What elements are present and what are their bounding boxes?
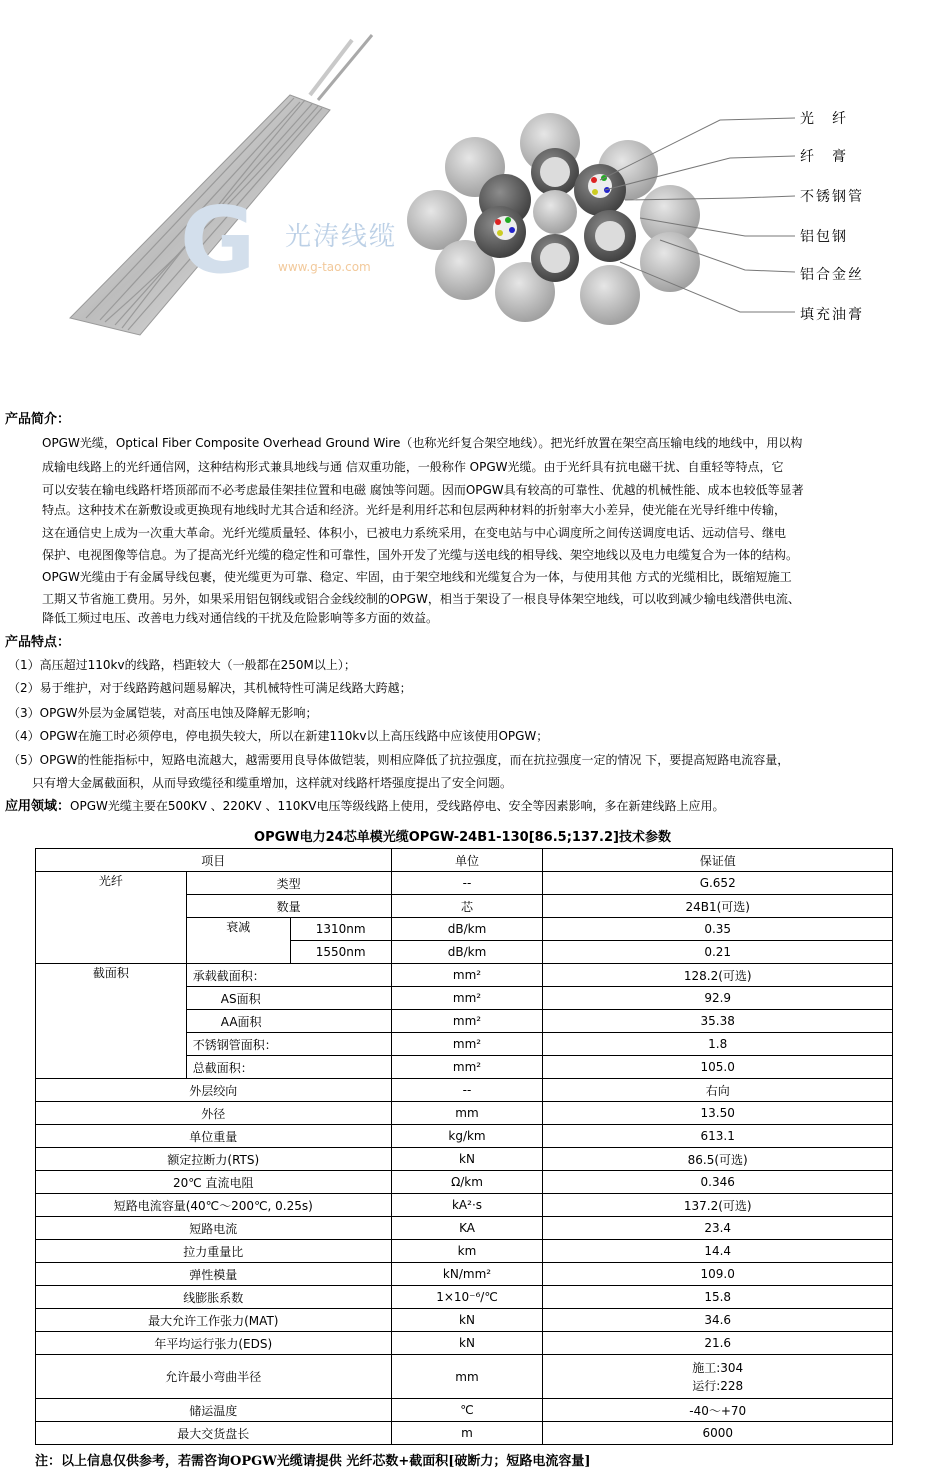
intro-line: OPGW光缆由于有金属导线包裹，使光缆更为可靠、稳定、牢固，由于架空地线和光缆复合为一体，与使用其他 方式的光缆相比，既缩短施工 <box>42 570 792 584</box>
feature-item: （3）OPGW外层为金属铠装，对高压电蚀及降解无影响； <box>8 706 318 720</box>
table-row: 外径 mm 13.50 <box>36 1102 893 1125</box>
intro-line: 可以安装在输电线路杆塔顶部而不必考虑最佳架挂位置和电磁 腐蚀等问题。因而OPGW具有较高的可靠性、优越的机械性能、成本也较低等显著 <box>42 483 804 497</box>
table-header-row <box>36 849 893 872</box>
features-title: 产品特点： <box>5 635 71 650</box>
feature-item: 只有增大金属截面积，从而导致缆径和缆重增加，这样就对线路杆塔强度提出了安全问题。 <box>8 776 513 790</box>
intro-line: 成输电线路上的光纤通信网，这种结构形式兼具地线与通 信双重功能，一般称作 OPGW光缆。由于光纤具有抗电磁干扰、自重轻等特点，它 <box>42 460 784 474</box>
label-filling-grease: 填充油膏 <box>800 307 864 323</box>
table-row: 弹性模量 kN/mm² 109.0 <box>36 1263 893 1286</box>
feature-item: （5）OPGW的性能指标中，短路电流越大，越需要用良导体做铠装，则相应降低了抗拉强度，而在抗拉强度一定的情况 下，要提高短路电流容量， <box>8 753 790 767</box>
table-row: 线膨胀系数 1×10⁻⁶/℃ 15.8 <box>36 1286 893 1309</box>
table-row: 1550nm dB/km 0.21 <box>36 941 893 964</box>
label-al-clad-steel: 铝包钢 <box>800 229 848 245</box>
feature-item: （2）易于维护，对于线路跨越问题易解决，其机械特性可满足线路大跨越； <box>8 681 412 695</box>
footer-note: 注：以上信息仅供参考，若需咨询OPGW光缆请提供 光纤芯数+截面积[破断力；短路电流容量] <box>35 1454 591 1469</box>
application-title: 应用领域： <box>5 799 71 814</box>
watermark-text: 光涛线缆 <box>285 222 398 252</box>
intro-line: 降低工频过电压、改善电力线对通信线的干扰及危险影响等多方面的效益。 <box>42 611 439 625</box>
table-row: 截面积 承载截面积： mm² 128.2(可选) <box>36 964 893 987</box>
table-row: 额定拉断力(RTS) kN 86.5(可选) <box>36 1148 893 1171</box>
table-row: 光纤 类型 -- G.652 <box>36 872 893 895</box>
table-row: AS面积 mm² 92.9 <box>36 987 893 1010</box>
watermark-url: www.g-tao.com <box>278 260 371 274</box>
bend-value-operate: 运行:228 <box>692 1378 744 1393</box>
table-row: 拉力重量比 km 14.4 <box>36 1240 893 1263</box>
table-row: 允许最小弯曲半径 mm 施工:304 运行:228 <box>36 1355 893 1399</box>
label-al-alloy-wire: 铝合金丝 <box>800 267 864 283</box>
spec-table <box>35 848 893 1445</box>
application-line <box>5 795 724 818</box>
table-row: 最大允许工作张力(MAT) kN 34.6 <box>36 1309 893 1332</box>
table-row: 短路电流 KA 23.4 <box>36 1217 893 1240</box>
product-hero-image <box>0 0 925 395</box>
table-row: 数量 芯 24B1(可选) <box>36 895 893 918</box>
label-fiber: 光 纤 <box>800 111 848 127</box>
intro-line: 特点。这种技术在新敷设或更换现有地线时尤其合适和经济。光纤是利用纤芯和包层两种材料的折射率大小差异，使光能在光导纤维中传输， <box>42 503 787 517</box>
spec-table-title: OPGW电力24芯单模光缆OPGW-24B1-130[86.5;137.2]技术参数 <box>254 830 671 845</box>
intro-line: 这在通信史上成为一次重大革命。光纤光缆质量轻、体积小，已被电力系统采用，在变电站与中心调度所之间传送调度电话、远动信号、继电 <box>42 526 787 540</box>
intro-line: 工期又节省施工费用。另外，如果采用铝包钢线或铝合金线绞制的OPGW，相当于架设了一根良导体架空地线，可以收到减少输电线潜供电流、 <box>42 592 800 606</box>
table-row: 短路电流容量(40℃～200℃, 0.25s) kA²·s 137.2(可选) <box>36 1194 893 1217</box>
header-item: 项目 <box>36 849 392 872</box>
group-attenuation: 衰减 <box>186 918 290 964</box>
application-text: OPGW光缆主要在500KV 、220KV 、110KV电压等级线路上使用，受线路停电、安全等因素影响，多在新建线路上应用。 <box>70 799 725 813</box>
feature-item: （4）OPGW在施工时必须停电，停电损失较大，所以在新建110kv以上高压线路中应该使用OPGW； <box>8 729 549 743</box>
watermark-logo: G <box>180 187 256 294</box>
table-row: 总截面积： mm² 105.0 <box>36 1056 893 1079</box>
group-fiber: 光纤 <box>36 872 187 964</box>
table-row: 不锈钢管面积： mm² 1.8 <box>36 1033 893 1056</box>
feature-item: （1）高压超过110kv的线路，档距较大（一般都在250M以上）； <box>8 658 356 672</box>
table-row: 20℃ 直流电阻 Ω/km 0.346 <box>36 1171 893 1194</box>
intro-title: 产品简介： <box>5 412 71 427</box>
table-row: 衰减 1310nm dB/km 0.35 <box>36 918 893 941</box>
table-row: AA面积 mm² 35.38 <box>36 1010 893 1033</box>
table-row: 外层绞向 -- 右向 <box>36 1079 893 1102</box>
label-fiber-paste: 纤 膏 <box>800 149 848 165</box>
cable-cross-section <box>407 113 700 325</box>
intro-line: 保护、电视图像等信息。为了提高光纤光缆的稳定性和可靠性，国外开发了光缆与送电线的相导线、架空地线以及电力电缆复合为一体的结构。 <box>42 548 799 562</box>
bend-value-install: 施工:304 <box>692 1360 744 1375</box>
label-steel-tube: 不锈钢管 <box>800 189 864 205</box>
intro-line: OPGW光缆，Optical Fiber Composite Overhead Ground Wire（也称光纤复合架空地线）。把光纤放置在架空高压输电线的地线中，用以构 <box>42 436 803 450</box>
table-row: 单位重量 kg/km 613.1 <box>36 1125 893 1148</box>
table-row: 年平均运行张力(EDS) kN 21.6 <box>36 1332 893 1355</box>
header-value: 保证值 <box>543 849 893 872</box>
cable-illustration <box>0 0 925 395</box>
table-row: 最大交货盘长 m 6000 <box>36 1422 893 1445</box>
header-unit: 单位 <box>391 849 543 872</box>
table-row: 储运温度 ℃ -40～+70 <box>36 1399 893 1422</box>
group-section: 截面积 <box>36 964 187 1079</box>
